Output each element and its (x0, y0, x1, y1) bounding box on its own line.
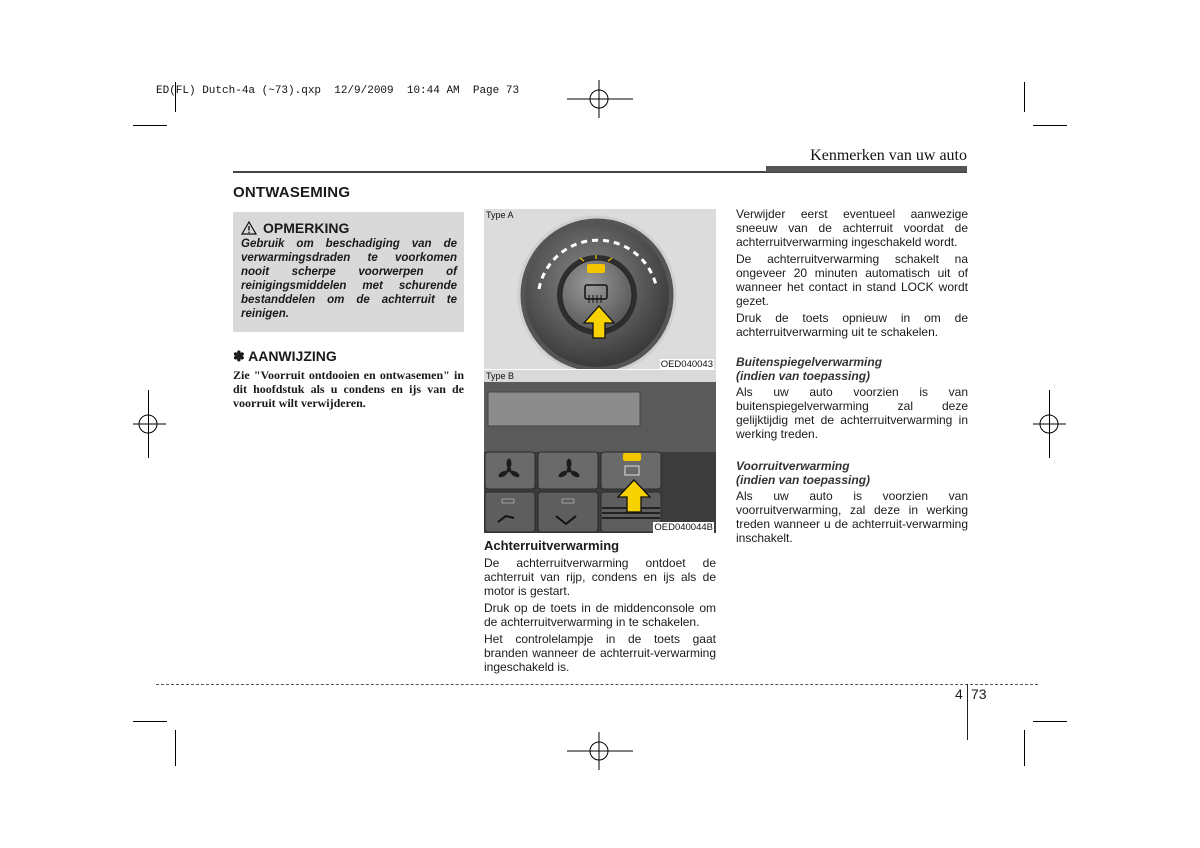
right-paragraph-1: Verwijder eerst eventueel aanwezige sneeuw van de achterruit voordat de achterruitverwarming ingeschakeld wordt. (736, 207, 968, 249)
figure-b-code: OED040044B (654, 522, 713, 533)
caution-title: OPMERKING (263, 220, 350, 236)
windshield-heat-paragraph: Als uw auto is voorzien van voorruitverwarming, zal deze in werking treden wanneer u de achterruit-verwarming inschakelt. (736, 489, 968, 545)
footer-rule (156, 684, 1038, 685)
mirror-heat-title: Buitenspiegelverwarming (736, 355, 883, 369)
caution-text: Gebruik om beschadiging van de verwarmingsdraden te voorkomen nooit scherpe voorwerpen of reinigingsmiddelen met schurende bestanddelen om de achterruit te reinigen. (241, 238, 457, 320)
caution-heading (241, 220, 349, 236)
mirror-heat-paragraph: Als uw auto voorzien is van buitenspiegelverwarming zal deze gelijktijdig met de achterruitverwarming in werking treden. (736, 385, 968, 441)
rear-paragraph-1: De achterruitverwarming ontdoet de achterruit van rijp, condens en ijs als de motor is gestart. (484, 556, 716, 598)
mirror-heat-text (736, 385, 968, 444)
right-column-intro (736, 207, 968, 342)
section-title: ONTWASEMING (233, 184, 351, 201)
rear-defrost-knob-illustration (484, 209, 716, 369)
rear-defrost-heading: Achterruitverwarming (484, 538, 620, 553)
figure-a-code: OED040043 (660, 359, 713, 369)
page-number: 73 (971, 686, 987, 702)
note-heading: ✽ AANWIJZING (233, 348, 337, 364)
climate-panel-illustration (484, 370, 716, 533)
figure-type-b (484, 370, 716, 533)
caution-box (233, 212, 464, 332)
header-bar (766, 166, 967, 172)
figure-a-label: Type A (486, 210, 514, 220)
print-slug: ED(FL) Dutch-4a (~73).qxp 12/9/2009 10:44 AM Page 73 (156, 85, 520, 97)
windshield-heat-title: Voorruitverwarming (736, 459, 850, 473)
windshield-heat-subtitle: (indien van toepassing) (736, 473, 871, 487)
figure-type-a (484, 209, 716, 369)
rear-defrost-text (484, 556, 716, 677)
note-text: Zie "Voorruit ontdooien en ontwasemen" in dit hoofdstuk als u condens en ijs van de voorruit wilt verwijderen. (233, 368, 464, 410)
running-header: Kenmerken van uw auto (810, 147, 967, 164)
right-paragraph-2: De achterruitverwarming schakelt na ongeveer 20 minuten automatisch uit of wanneer het contact in stand LOCK wordt gezet. (736, 252, 968, 308)
mirror-heat-subtitle: (indien van toepassing) (736, 369, 871, 383)
figure-b-label: Type B (486, 371, 515, 381)
windshield-heat-heading (736, 459, 870, 487)
warning-triangle-icon (241, 221, 257, 235)
mirror-heat-heading (736, 355, 882, 383)
rear-paragraph-2: Druk op de toets in de middenconsole om de achterruitverwarming in te schakelen. (484, 601, 716, 629)
page-number-separator (967, 684, 968, 740)
chapter-number: 4 (955, 686, 963, 702)
rear-paragraph-3: Het controlelampje in de toets gaat branden wanneer de achterruit-verwarming ingeschakeld is. (484, 632, 716, 674)
right-paragraph-3: Druk de toets opnieuw in om de achterruitverwarming uit te schakelen. (736, 311, 968, 339)
windshield-heat-text (736, 489, 968, 548)
